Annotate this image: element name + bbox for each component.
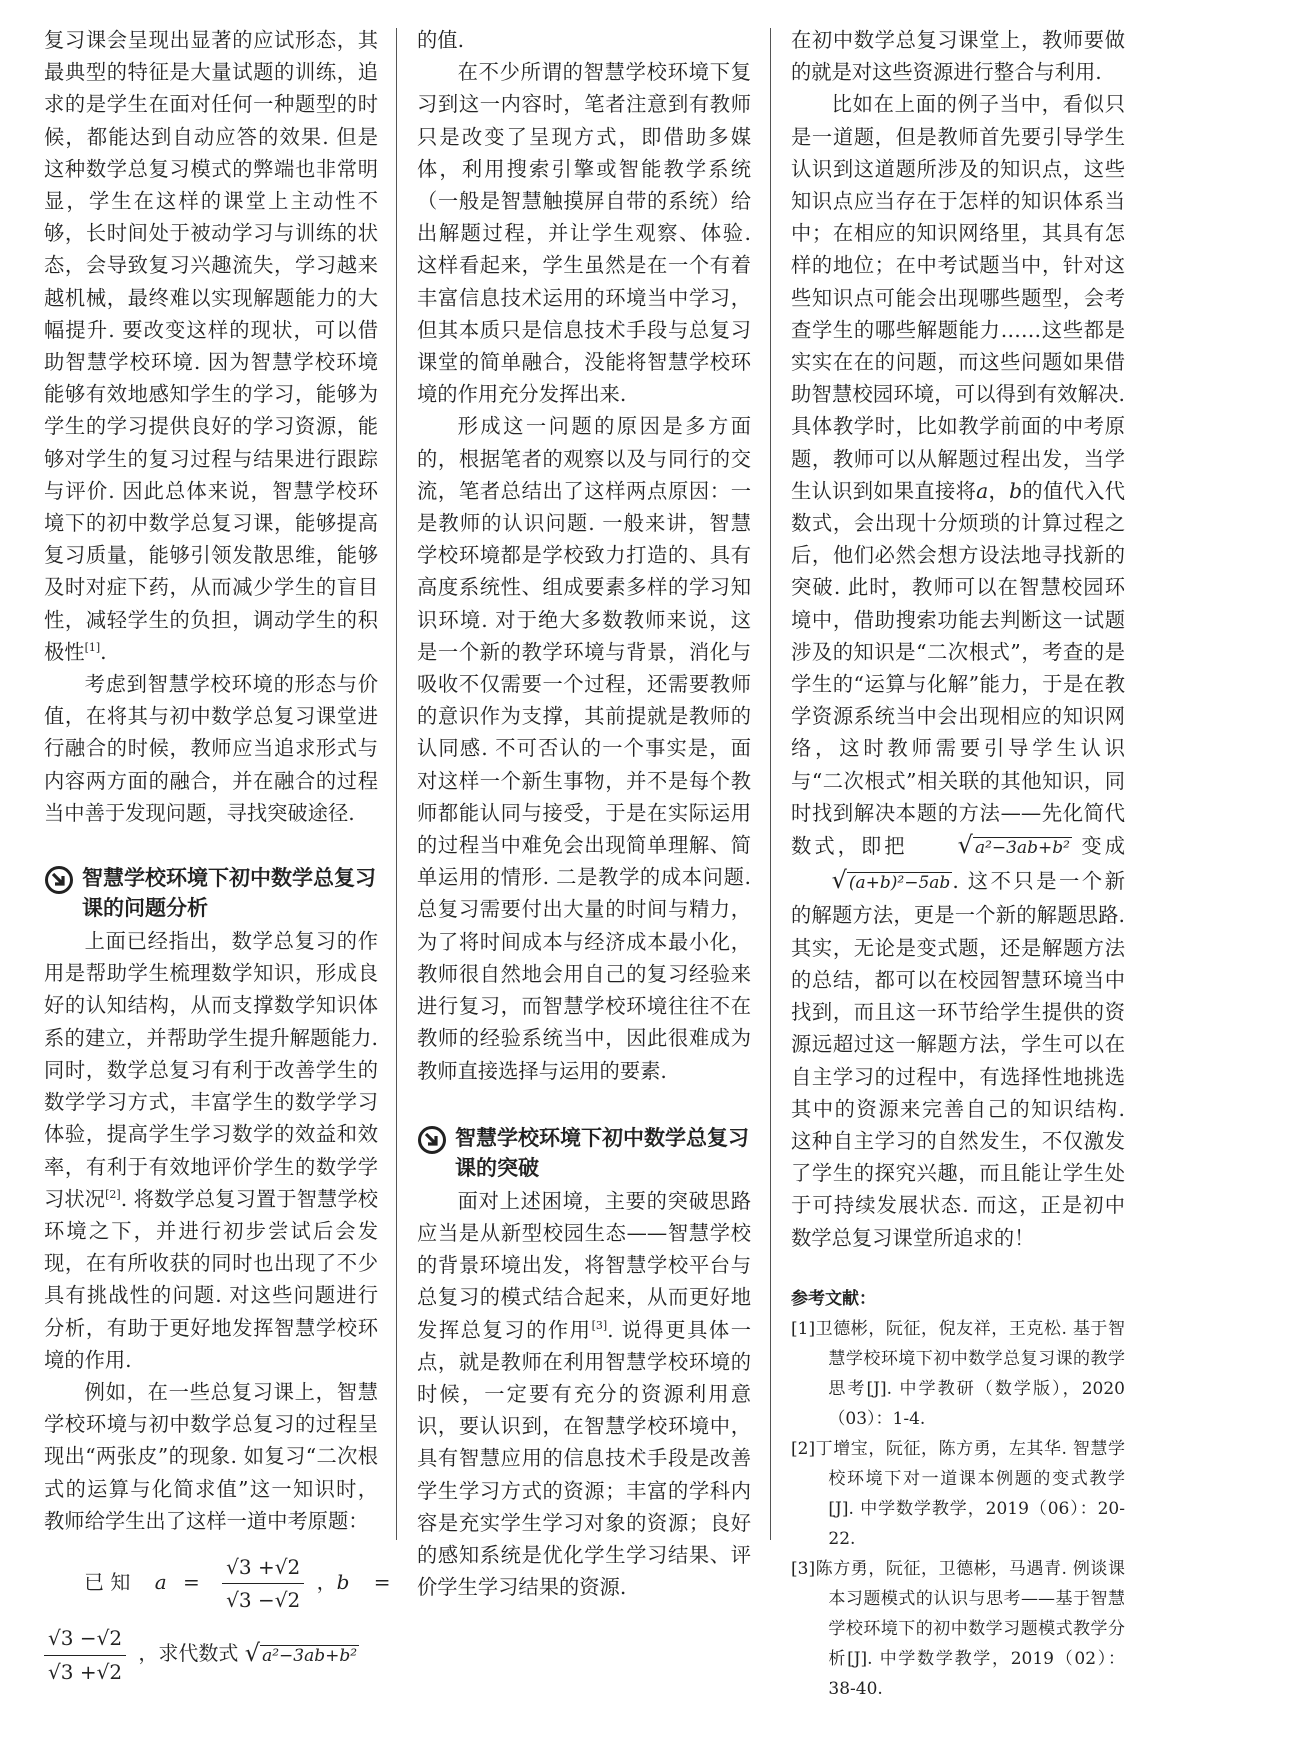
math-given: 已 知 xyxy=(84,1570,131,1595)
math-eq: = xyxy=(373,1570,391,1595)
paragraph xyxy=(417,56,751,410)
paragraph xyxy=(44,925,378,1376)
radical-expression: √ a²−3ab+b² xyxy=(244,1638,358,1667)
text-run: 比如在上面的例子当中，看似只是一道题，但是教师首先要引导学生认识到这道题所涉及的知识点，这些知识点应当存在于怎样的知识体系当中；在相应的知识网络里，其具有怎样的地位；在中考试题当中，针对这些知识点可能会出现哪些题型，会考查学生的哪些解题能力……这些都是实实在在的问题，而这些问题如果借助智慧校园环境，可以得到有效解决. 具体教学时，比如教学前面的中考原题，教师可以从解题过程出发，当学生认识到如果直接将 xyxy=(791,92,1125,503)
citation: [1] xyxy=(84,640,101,654)
radical-expression: √ (a+b)²−5ab xyxy=(831,866,951,895)
text-run: 上面已经指出，数学总复习的作用是帮助学生梳理数学知识，形成良好的认知结构，从而支撑数学知识体系的建立，并帮助学生提升解题能力. 同时，数学总复习有利于改善学生的数学学习方式，丰富学生的数学学习体验，提高学生学习数学的效益和效率，有利于有效地评价学生的数学学习状况 xyxy=(44,929,378,1211)
text-run: 考虑到智慧学校环境的形态与价值，在将其与初中数学总复习课堂进行融合的时候，教师应当追求形式与内容两方面的融合，并在融合的过程当中善于发现问题，寻找突破途径. xyxy=(44,672,378,825)
math-eq: = xyxy=(183,1570,200,1595)
paragraph xyxy=(791,24,1125,88)
text-run: 面对上述困境，主要的突破思路应当是从新型校园生态——智慧学校的背景环境出发，将智慧学校平台与总复习的模式结合起来，从而更好地发挥总复习的作用 xyxy=(417,1188,751,1342)
math-variable: a xyxy=(976,478,989,503)
radical-expression: √ a²−3ab+b² xyxy=(957,831,1070,860)
math-variable: b xyxy=(1009,478,1023,503)
column-1 xyxy=(44,24,391,1692)
paragraph xyxy=(791,88,1125,1253)
fraction-a xyxy=(222,1551,304,1616)
reference-item: [1]卫德彬，阮征，倪友祥，王克松. 基于智慧学校环境下初中数学总复习课的教学思考[J]. 中学教研（数学版），2020（03）：1-4. xyxy=(791,1318,1125,1429)
citation: [2] xyxy=(105,1187,121,1201)
math-ask: ，求代数式 xyxy=(138,1641,239,1666)
math-var-a: a xyxy=(154,1570,167,1595)
column-2 xyxy=(417,24,751,1603)
text-run: 在不少所谓的智慧学校环境下复习到这一内容时，笔者注意到有教师只是改变了呈现方式，即借助多媒体，利用搜索引擎或智能教学系统（一般是智慧触摸屏自带的系统）给出解题过程，并让学生观察、体验. 这样看起来，学生虽然是在一个有着丰富信息技术运用的环境当中学习，但其本质只是信息技术手段与总复习课堂的简单融合，没能将智慧学校环境的作用充分发挥出来. xyxy=(417,60,751,407)
numerator: √3 −√2 xyxy=(44,1622,126,1655)
paragraph xyxy=(417,1185,751,1604)
text-run: 的值代入代数式，会出现十分烦琐的计算过程之后，他们必然会想方设法地寻找新的突破. 此时，教师可以在智慧校园环境中，借助搜索功能去判断这一试题涉及的知识是“二次根式”，考查的是学生的“运算与化解”能力，于是在教学资源系统当中会出现相应的知识网络，这时教师需要引导学生认识与“二次根式”相关联的其他知识，同时找到解决本题的方法——先化简代数式，即把 xyxy=(791,478,1125,859)
paragraph xyxy=(44,24,378,668)
column-divider xyxy=(770,28,771,1540)
numerator: √3 +√2 xyxy=(222,1551,304,1584)
math-var-b: b xyxy=(336,1570,350,1595)
denominator: √3 −√2 xyxy=(226,1588,301,1613)
text-run: 在初中数学总复习课堂上，教师要做的就是对这些资源进行整合与利用. xyxy=(791,28,1125,85)
column-3 xyxy=(791,24,1125,1704)
section-heading xyxy=(417,1123,751,1183)
reference-item: [3]陈方勇，阮征，卫德彬，马遇青. 例谈课本习题模式的认识与思考——基于智慧学校环境下的初中数学习题模式教学分析[J]. 中学数学教学，2019（02）：38-40. xyxy=(791,1558,1125,1699)
section-heading xyxy=(44,863,378,923)
text-run: . xyxy=(100,639,107,664)
paragraph xyxy=(417,410,751,1086)
fraction-b xyxy=(44,1622,126,1687)
reference-item: [2]丁增宝，阮征，陈方勇，左其华. 智慧学校环境下对一道课本例题的变式教学[J]. 中学数学教学，2019（06）：20-22. xyxy=(791,1438,1125,1549)
section-arrow-icon xyxy=(417,1125,447,1155)
math-comma: ， xyxy=(316,1570,337,1595)
text-run: ， xyxy=(988,478,1010,503)
paragraph xyxy=(417,24,751,56)
section-heading-text: 智慧学校环境下初中数学总复习课的问题分析 xyxy=(82,866,376,921)
text-run: 的值. xyxy=(417,28,465,52)
text-run: . 说得更具体一点，就是教师在利用智慧学校环境的时候，一定要有充分的资源利用意识，要认识到，在智慧学校环境中，具有智慧应用的信息技术手段是改善学生学习方式的资源；丰富的学科内容是充实学生学习对象的资源；良好的感知系统是优化学生学习结果、评价学生学习结果的资源. xyxy=(417,1317,751,1600)
text-run: 形成这一问题的原因是多方面的，根据笔者的观察以及与同行的交流，笔者总结出了这样两点原因：一是教师的认识问题. 一般来讲，智慧学校环境都是学校致力打造的、具有高度系统性、组成要素多样的学习知识环境. 对于绝大多数教师来说，这是一个新的教学环境与背景，消化与吸收不仅需要一个过程，还需要教师的意识作为支撑，其前提就是教师的认同感. 不可否认的一个事实是，面对这样一个新生事物，并不是每个教师都能认同与接受，于是在实际运用的过程当中难免会出现简单理解、简单运用的情形. 二是教学的成本问题. 总复习需要付出大量的时间与精力，为了将时间成本与经济成本最小化，教师很自然地会用自己的复习经验来进行复习，而智慧学校环境往往不在教师的经验系统当中，因此很难成为教师直接选择与运用的要素. xyxy=(417,414,751,1083)
denominator: √3 +√2 xyxy=(48,1659,123,1684)
text-run: . 将数学总复习置于智慧学校环境之下，并进行初步尝试后会发现，在有所收获的同时也出现了不少具有挑战性的问题. 对这些问题进行分析，有助于更好地发挥智慧学校环境的作用. xyxy=(44,1186,378,1372)
text-run: . 这不只是一个新的解题方法，更是一个新的解题思路. 其实，无论是变式题，还是解题方法的总结，都可以在校园智慧环境当中找到，而且这一环节给学生提供的资源远超过这一解题方法，学生可以在自主学习的过程中，有选择性地挑选其中的资源来完善自己的知识结构. 这种自主学习的自然发生，不仅激发了学生的探究兴趣，而且能让学生处于可持续发展状态. 而这，正是初中数学总复习课堂所追求的！ xyxy=(791,869,1125,1250)
citation: [3] xyxy=(591,1318,608,1332)
paragraph xyxy=(44,1376,378,1537)
math-problem xyxy=(44,1551,391,1688)
column-divider xyxy=(396,28,397,1540)
text-run: 变成 xyxy=(1071,834,1125,859)
text-run: 例如，在一些总复习课上，智慧学校环境与初中数学总复习的过程呈现出“两张皮”的现象. 如复习“二次根式的运算与化简求值”这一知识时，教师给学生出了这样一道中考原题： xyxy=(44,1379,378,1533)
references-title: 参考文献： xyxy=(791,1288,876,1309)
section-heading-text: 智慧学校环境下初中数学总复习课的突破 xyxy=(455,1125,749,1180)
section-arrow-icon xyxy=(44,865,74,895)
paragraph xyxy=(44,668,378,829)
text-run: 复习课会呈现出显著的应试形态，其最典型的特征是大量试题的训练，追求的是学生在面对任何一种题型的时候，都能达到自动应答的效果. 但是这种数学总复习模式的弊端也非常明显，学生在这样的课堂上主动性不够，长时间处于被动学习与训练的状态，会导致复习兴趣流失，学习越来越机械，最终难以实现解题能力的大幅提升. 要改变这样的现状，可以借助智慧学校环境. 因为智慧学校环境能够有效地感知学生的学习，能够为学生的学习提供良好的学习资源，能够对学生的复习过程与结果进行跟踪与评价. 因此总体来说，智慧学校环境下的初中数学总复习课，能够提高复习质量，能够引领发散思维，能够及时对症下药，从而减少学生的盲目性，减轻学生的负担，调动学生的积极性 xyxy=(44,28,378,664)
